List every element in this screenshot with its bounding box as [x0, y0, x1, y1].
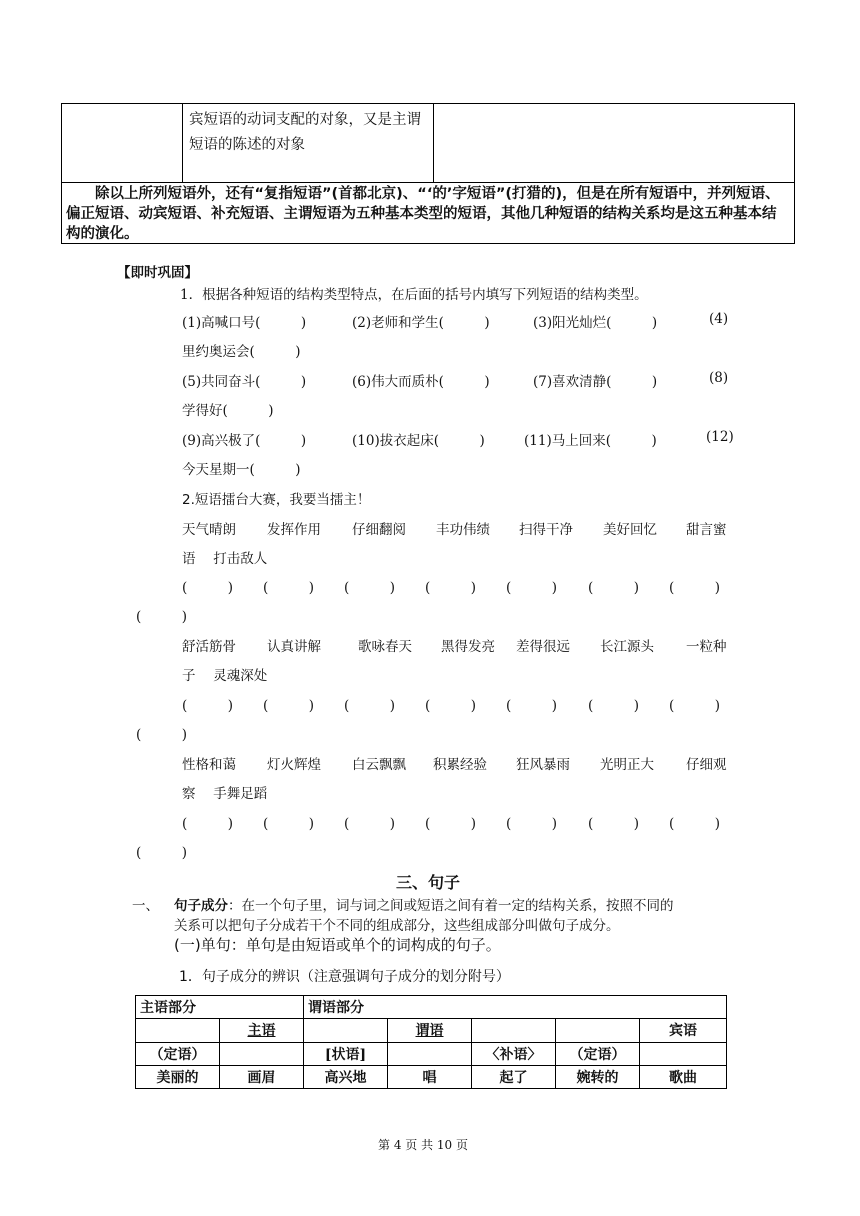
q1-item: (7)喜欢清静( )	[533, 374, 658, 390]
example-word: 唱	[388, 1065, 472, 1088]
example-word: 婉转的	[556, 1065, 640, 1088]
word: 长江源头	[600, 639, 654, 655]
term-label: 句子成分	[174, 898, 228, 914]
table-note: 除以上所列短语外，还有“复指短语”(首都北京)、“‘的’字短语”(打猎的)，但是在所有短语中，并列短语、偏正短语、动宾短语、补充短语、主谓短语为五种基本类型的短语，其他几种短语的结构关系均是这五种基本结构的演化。	[61, 182, 795, 244]
answer-paren: ( )	[263, 580, 315, 596]
example-word: 美丽的	[136, 1065, 220, 1088]
answer-paren: ( )	[425, 580, 477, 596]
table-row	[136, 1065, 727, 1088]
word-row-cont: 察 手舞足蹈	[182, 786, 268, 802]
word: 灯火辉煌	[267, 757, 321, 773]
answer-paren-row	[0, 694, 860, 714]
section-title: 三、句子	[396, 873, 461, 892]
q1-item: (10)拔衣起床( )	[352, 433, 485, 449]
word: 仔细翻阅	[352, 522, 406, 538]
word: 舒活筋骨	[182, 639, 236, 655]
predicate-label: 谓语	[415, 1023, 444, 1040]
q1-item: (3)阳光灿烂( )	[533, 315, 658, 331]
answer-paren-row	[0, 812, 860, 832]
table-row	[136, 996, 727, 1019]
q1-row-6	[0, 458, 860, 478]
table-cell	[220, 1042, 304, 1065]
sentence-analysis-table	[135, 995, 727, 1089]
answer-paren: ( )	[506, 698, 558, 714]
answer-paren: ( )	[136, 727, 188, 743]
answer-paren: ( )	[344, 698, 396, 714]
word: 差得很远	[516, 639, 570, 655]
word: 美好回忆	[603, 522, 657, 538]
word-row-cont: 语 打击敌人	[182, 551, 268, 567]
word: 甜言蜜	[686, 522, 727, 538]
example-word: 起了	[472, 1065, 556, 1088]
definition-text: ：在一个句子里，词与词之间或短语之间有着一定的结构关系，按照不同的	[228, 898, 674, 914]
question-2: 2.短语擂台大赛，我要当擂主！	[182, 492, 371, 508]
q1-row-2	[0, 340, 860, 360]
answer-paren: ( )	[136, 845, 188, 861]
q1-item: (8)	[709, 370, 729, 386]
answer-paren: ( )	[506, 580, 558, 596]
answer-paren: ( )	[669, 816, 721, 832]
word: 黑得发亮	[441, 639, 495, 655]
table-row	[136, 1042, 727, 1065]
q1-item: 学得好( )	[182, 403, 274, 419]
complement-label: 〈补语〉	[472, 1042, 556, 1065]
table-cell-description: 宾短语的动词支配的对象，又是主谓短语的陈述的对象	[182, 103, 434, 183]
word: 发挥作用	[267, 522, 321, 538]
answer-paren: ( )	[182, 816, 234, 832]
single-sentence-def: (一)单句：单句是由短语或单个的词构成的句子。	[174, 936, 501, 954]
answer-paren: ( )	[182, 698, 234, 714]
table-cell-empty	[61, 103, 183, 183]
q1-item: (4)	[709, 311, 729, 327]
sentence-component-def	[174, 894, 674, 914]
word: 狂风暴雨	[516, 757, 570, 773]
q1-row-4	[0, 399, 860, 419]
word-row-cont: 子 灵魂深处	[182, 668, 268, 684]
answer-paren: ( )	[588, 816, 640, 832]
continued-table	[61, 103, 795, 243]
q1-item: (1)高喊口号( )	[182, 315, 307, 331]
word-row	[0, 518, 860, 538]
page-footer: 第 4 页 共 10 页	[378, 1138, 468, 1152]
example-word: 歌曲	[640, 1065, 727, 1088]
example-word: 高兴地	[304, 1065, 388, 1088]
attributive-label: （定语）	[136, 1042, 220, 1065]
q1-item: (6)伟大而质朴( )	[352, 374, 490, 390]
word: 天气晴朗	[182, 522, 236, 538]
table-cell	[304, 1019, 388, 1042]
word-row	[0, 635, 860, 655]
q1-row-5	[0, 429, 860, 449]
table-cell	[388, 1042, 472, 1065]
answer-paren: ( )	[344, 816, 396, 832]
adverbial-label: [状语]	[304, 1042, 388, 1065]
q1-item: (2)老师和学生( )	[352, 315, 490, 331]
word: 白云飘飘	[352, 757, 406, 773]
q1-item: 里约奥运会( )	[182, 344, 301, 360]
answer-paren: ( )	[425, 816, 477, 832]
object-label: 宾语	[640, 1019, 727, 1042]
word: 积累经验	[433, 757, 487, 773]
q1-item: (5)共同奋斗( )	[182, 374, 307, 390]
subject-part-header: 主语部分	[136, 996, 304, 1019]
word: 认真讲解	[267, 639, 321, 655]
word: 歌咏春天	[358, 639, 412, 655]
q1-item: (9)高兴极了( )	[182, 433, 307, 449]
definition-text-cont: 关系可以把句子分成若干个不同的组成部分，这些组成部分叫做句子成分。	[174, 918, 620, 934]
q1-item: (11)马上回来( )	[524, 433, 657, 449]
table-cell	[556, 1019, 640, 1042]
table-cell	[472, 1019, 556, 1042]
word: 性格和蔼	[182, 757, 236, 773]
predicate-part-header: 谓语部分	[304, 996, 727, 1019]
answer-paren: ( )	[506, 816, 558, 832]
q1-item: (12)	[706, 429, 734, 445]
answer-paren: ( )	[263, 816, 315, 832]
word: 扫得干净	[519, 522, 573, 538]
table-cell	[136, 1019, 220, 1042]
item-number: 一、	[132, 898, 159, 914]
q1-item: 今天星期一( )	[182, 462, 301, 478]
attributive-label: （定语）	[556, 1042, 640, 1065]
answer-paren: ( )	[344, 580, 396, 596]
answer-paren-row	[0, 576, 860, 596]
subheading-1: 1．句子成分的辨识（注意强调句子成分的划分附号）	[179, 969, 510, 985]
word: 仔细观	[686, 757, 727, 773]
answer-paren: ( )	[182, 580, 234, 596]
table-cell-empty-right	[433, 103, 795, 183]
example-word: 画眉	[220, 1065, 304, 1088]
answer-paren: ( )	[669, 580, 721, 596]
subject-label: 主语	[247, 1023, 276, 1040]
table-row	[136, 1019, 727, 1042]
answer-paren: ( )	[263, 698, 315, 714]
answer-paren: ( )	[669, 698, 721, 714]
word: 光明正大	[600, 757, 654, 773]
word-row	[0, 753, 860, 773]
q1-row-3	[0, 370, 860, 390]
q1-row-1	[0, 311, 860, 331]
word: 一粒种	[686, 639, 727, 655]
question-1: 1．根据各种短语的结构类型特点，在后面的括号内填写下列短语的结构类型。	[180, 287, 648, 303]
answer-paren: ( )	[136, 609, 188, 625]
practice-heading: 【即时巩固】	[117, 265, 198, 281]
answer-paren: ( )	[588, 698, 640, 714]
answer-paren: ( )	[425, 698, 477, 714]
answer-paren: ( )	[588, 580, 640, 596]
word: 丰功伟绩	[436, 522, 490, 538]
table-cell	[640, 1042, 727, 1065]
